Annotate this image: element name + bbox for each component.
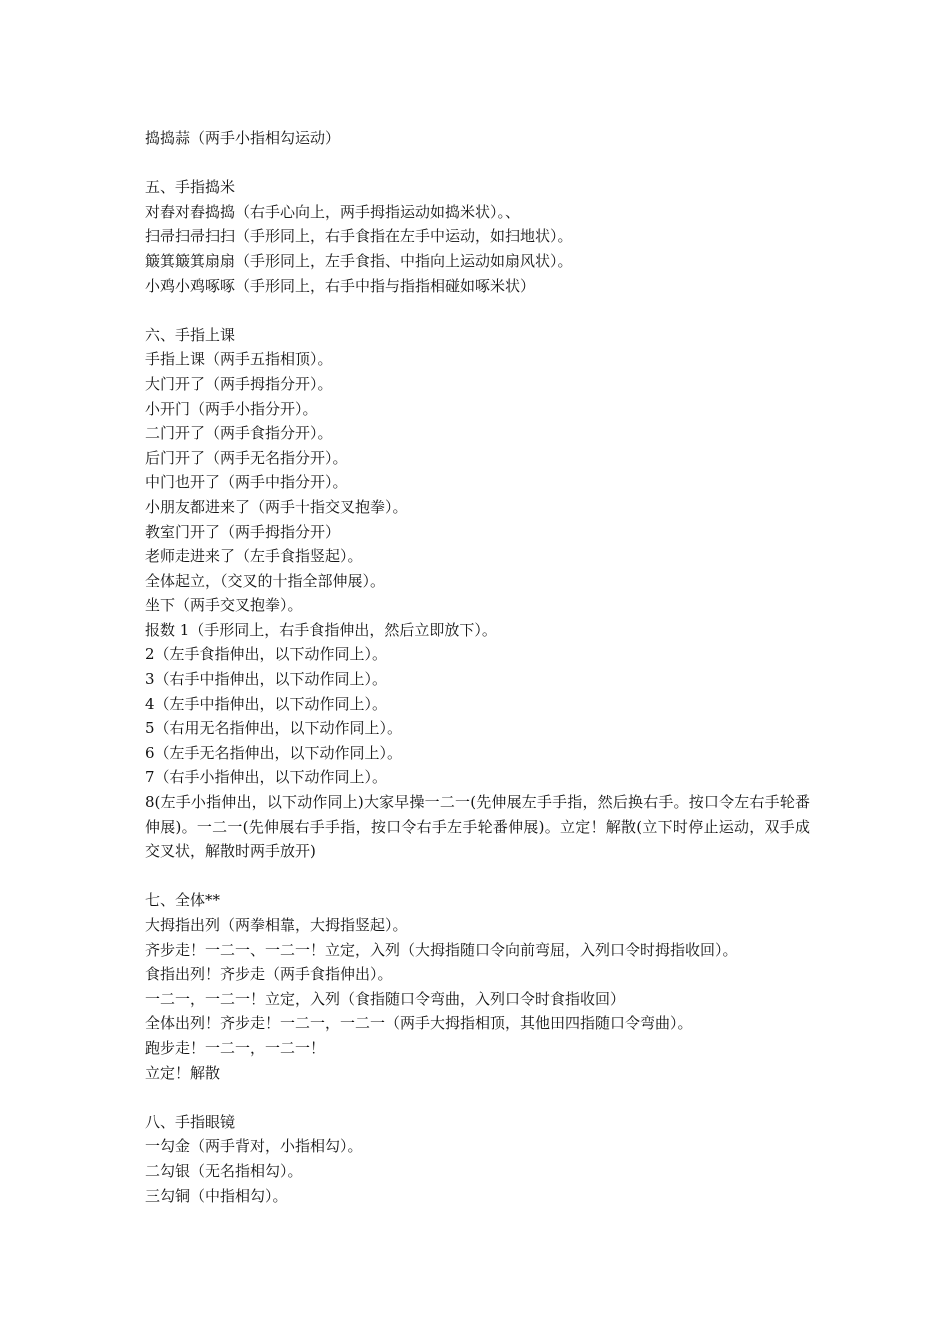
text-line: 3（右手中指伸出，以下动作同上）。: [145, 670, 388, 689]
section-eight: [145, 1110, 815, 1208]
blank-line: [145, 1085, 815, 1110]
text-line: 中门也开了（两手中指分开）。: [145, 473, 348, 492]
blank-line: [145, 151, 815, 176]
text-line: 小鸡小鸡啄啄（手形同上，右手中指与指指相碰如啄米状）: [145, 276, 536, 295]
document-page: [145, 126, 815, 1208]
text-line: 跑步走！一二一，一二一！: [145, 1038, 326, 1057]
text-line: 2（左手食指伸出，以下动作同上）。: [145, 645, 388, 664]
blank-line: [145, 298, 815, 323]
text-line: 6（左手无名指伸出，以下动作同上）。: [145, 743, 403, 762]
text-line: 手指上课（两手五指相顶）。: [145, 350, 333, 369]
section-heading: 五、手指捣米: [145, 178, 236, 197]
text-paragraph: 8(左手小指伸出，以下动作同上)大家早操一二一(先伸展左手手指，然后换右手。按口令左右手轮番伸展)。一二一(先伸展右手手指，按口令右手左手轮番伸展)。立定！解散(立下时停止运动，双手成交叉状，解散时两手放开): [145, 793, 810, 861]
text-line: 簸箕簸箕扇扇（手形同上，左手食指、中指向上运动如扇风状）。: [145, 251, 573, 270]
blank-line: [145, 864, 815, 889]
text-line: 大门开了（两手拇指分开）。: [145, 374, 333, 393]
text-line: 全体出列！齐步走！一二一，一二一（两手大拇指相顶，其他田四指随口令弯曲）。: [145, 1014, 693, 1033]
text-line: 扫帚扫帚扫扫（手形同上，右手食指在左手中运动，如扫地状）。: [145, 227, 573, 246]
text-line: 食指出列！齐步走（两手食指伸出）。: [145, 965, 393, 984]
text-line: 二门开了（两手食指分开）。: [145, 424, 333, 443]
text-line: 报数 1（手形同上，右手食指伸出，然后立即放下）。: [145, 620, 497, 639]
text-line: 捣捣蒜（两手小指相勾运动）: [145, 129, 341, 147]
text-line: 三勾铜（中指相勾）。: [145, 1186, 288, 1205]
section-heading: 八、手指眼镜: [145, 1112, 236, 1131]
text-line: 一勾金（两手背对，小指相勾）。: [145, 1137, 363, 1156]
text-line: 老师走进来了（左手食指竖起）。: [145, 547, 363, 566]
text-line: 立定！解散: [145, 1063, 221, 1082]
text-line: 坐下（两手交叉抱拳）。: [145, 596, 303, 615]
section-five: [145, 175, 815, 298]
text-line: 大拇指出列（两拳相靠，大拇指竖起）。: [145, 916, 408, 934]
text-line: 7（右手小指伸出，以下动作同上）。: [145, 768, 388, 787]
section-heading: 六、手指上课: [145, 325, 236, 344]
text-line: 4（左手中指伸出，以下动作同上）。: [145, 694, 388, 713]
text-line: 5（右用无名指伸出，以下动作同上）。: [145, 719, 403, 738]
section-six: [145, 323, 815, 864]
text-line: 后门开了（两手无名指分开）。: [145, 448, 348, 467]
text-line: 小开门（两手小指分开）。: [145, 399, 318, 418]
section-intro: [145, 126, 815, 151]
text-line: 对舂对舂捣捣（右手心向上，两手拇指运动如捣米状）。、: [145, 202, 521, 221]
text-line: 一二一，一二一！立定，入列（食指随口令弯曲，入列口令时食指收回）: [145, 989, 626, 1008]
text-line: 教室门开了（两手拇指分开）: [145, 522, 341, 541]
text-line: 二勾银（无名指相勾）。: [145, 1161, 303, 1180]
text-line: 小朋友都进来了（两手十指交叉抱拳）。: [145, 497, 408, 516]
section-heading: 七、全体**: [145, 891, 221, 910]
section-seven: [145, 888, 815, 1085]
text-line: 全体起立，（交叉的十指全部伸展）。: [145, 571, 386, 590]
text-line: 齐步走！一二一、一二一！立定，入列（大拇指随口令向前弯屈，入列口令时拇指收回）。: [145, 940, 738, 959]
